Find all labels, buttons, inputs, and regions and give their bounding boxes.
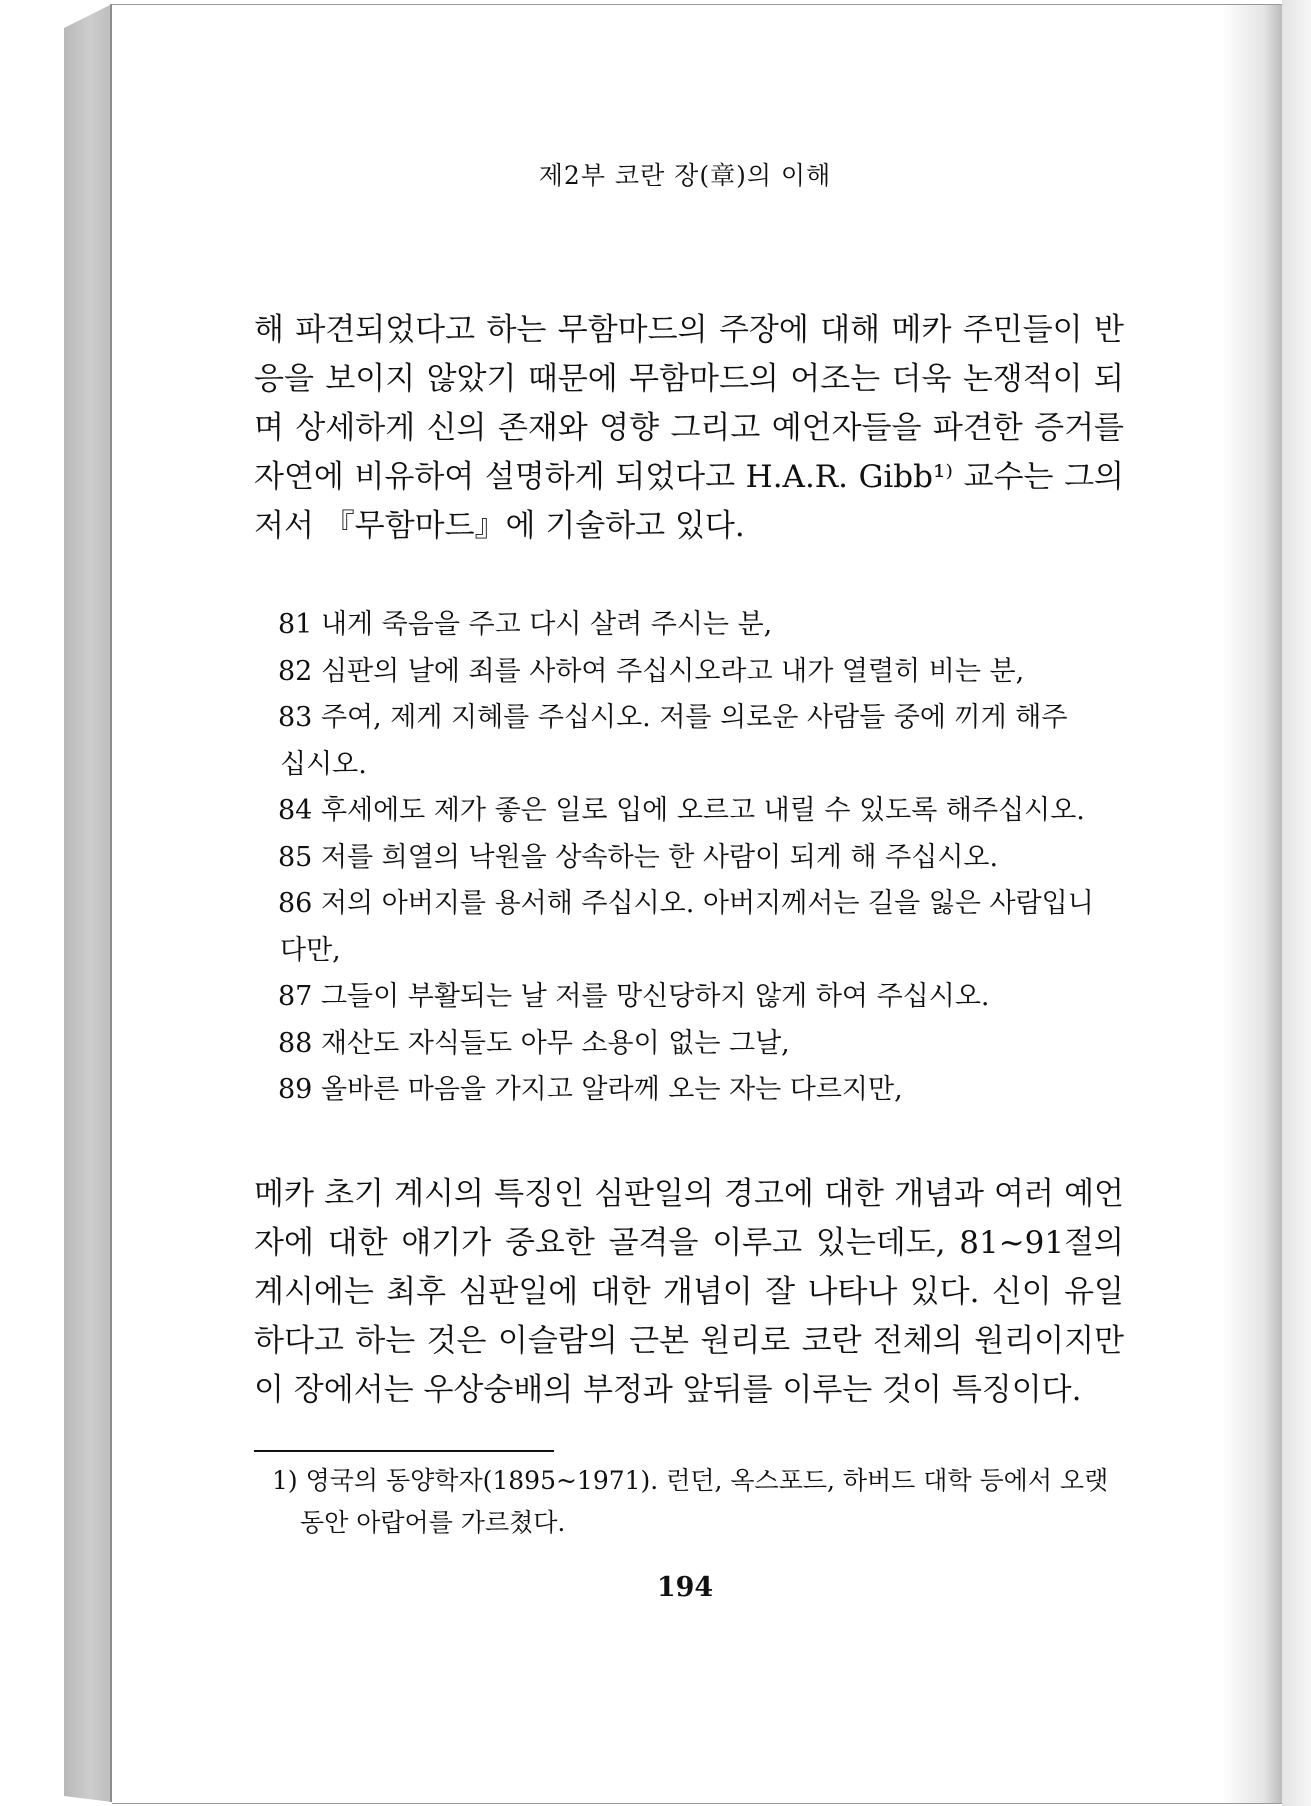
verse-82	[278, 649, 1098, 696]
body-paragraph-1: 해 파견되었다고 하는 무함마드의 주장에 대해 메카 주민들이 반응을 보이지 않았기 때문에 무함마드의 어조는 더욱 논쟁적이 되며 상세하게 신의 존재와 영향 그리고 예언자들을 파견한 증거를 자연에 비유하여 설명하게 되었다고 H.A.R. Gibb¹⁾ 교수는 그의 저서 『무함마드』에 기술하고 있다.	[254, 312, 1124, 544]
verse-list	[278, 602, 1098, 1114]
verse-text: 81 내게 죽음을 주고 다시 살려 주시는 분,	[278, 609, 773, 640]
verse-continuation: 십시오.	[280, 748, 367, 780]
verse-text: 88 재산도 자식들도 아무 소용이 없는 그날,	[278, 1027, 790, 1059]
verse-85	[278, 835, 1098, 882]
running-header: 제2부 코란 장(章)의 이해	[538, 161, 832, 190]
page-number: 194	[656, 1572, 714, 1603]
footnote-rule	[254, 1450, 554, 1452]
verse-text: 83 주여, 제게 지혜를 주십시오. 저를 의로운 사람들 중에 끼게 해주	[278, 702, 1068, 733]
verse-text: 89 올바른 마음을 가지고 알라께 오는 자는 다르지만,	[278, 1074, 903, 1105]
verse-text: 84 후세에도 제가 좋은 일로 입에 오르고 내릴 수 있도록 해주십시오.	[278, 795, 1085, 826]
verse-83	[278, 695, 1098, 788]
verse-88	[278, 1021, 1098, 1068]
body-paragraph-2: 메카 초기 계시의 특징인 심판일의 경고에 대한 개념과 여러 예언자에 대한 얘기가 중요한 골격을 이루고 있는데도, 81~91절의 계시에는 최후 심판일에 대한 개념이 잘 나타나 있다. 신이 유일하다고 하는 것은 이슬람의 근본 원리로 코란 전체의 원리이지만 이 장에서는 우상숭배의 부정과 앞뒤를 이루는 것이 특징이다.	[254, 1176, 1124, 1408]
verse-text: 85 저를 희열의 낙원을 상속하는 한 사람이 되게 해 주십시오.	[278, 841, 999, 873]
footnote	[272, 1460, 1130, 1544]
verse-87	[278, 974, 1098, 1021]
verse-continuation: 다만,	[280, 934, 341, 966]
verse-84	[278, 788, 1098, 835]
verse-86	[278, 881, 1098, 974]
page-curl-shade	[1222, 5, 1282, 1803]
book-spine	[64, 4, 112, 1802]
verse-text: 87 그들이 부활되는 날 저를 망신당하지 않게 하여 주십시오.	[278, 981, 990, 1012]
background-edge	[1282, 0, 1311, 1806]
footnote-continuation: 동안 아랍어를 가르쳤다.	[300, 1508, 566, 1537]
verse-81	[278, 602, 1098, 649]
verse-text: 86 저의 아버지를 용서해 주십시오. 아버지께서는 길을 잃은 사람입니	[278, 888, 1094, 919]
verse-89	[278, 1067, 1098, 1114]
footnote-line: 1) 영국의 동양학자(1895~1971). 런던, 옥스포드, 하버드 대학 등에서 오랫	[272, 1466, 1109, 1495]
verse-text: 82 심판의 날에 죄를 사하여 주십시오라고 내가 열렬히 비는 분,	[278, 655, 1025, 687]
